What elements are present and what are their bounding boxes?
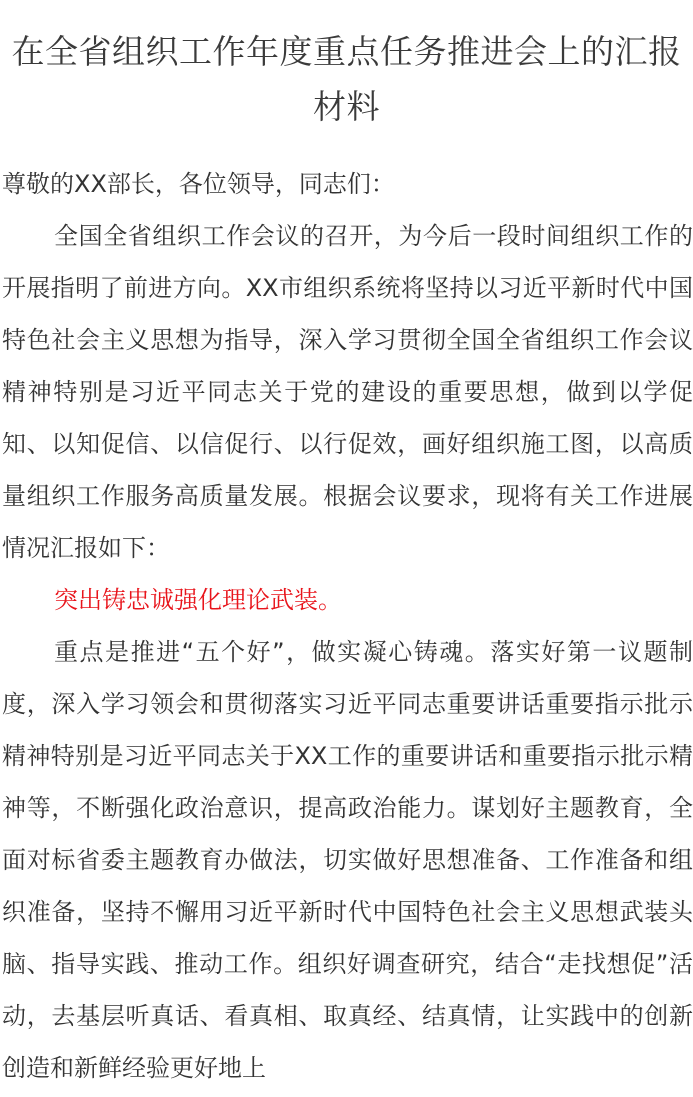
document-body xyxy=(0,158,693,1094)
intro-paragraph: 全国全省组织工作会议的召开，为今后一段时间组织工作的开展指明了前进方向。XX市组织系统将坚持以习近平新时代中国特色社会主义思想为指导，深入学习贯彻全国全省组织工作会议精神特别是习近平同志关于党的建设的重要思想，做到以学促知、以知促信、以信促行、以行促效，画好组织施工图，以高质量组织工作服务高质量发展。根据会议要求，现将有关工作进展情况汇报如下： xyxy=(2,222,693,562)
document-title: 在全省组织工作年度重点任务推进会上的汇报材料 xyxy=(11,32,682,126)
salutation: 尊敬的XX部长，各位领导，同志们： xyxy=(2,170,395,198)
section-heading: 突出铸忠诚强化理论武装。 xyxy=(54,586,342,614)
section-paragraph: 重点是推进“五个好”，做实凝心铸魂。落实好第一议题制度，深入学习领会和贯彻落实习近平同志重要讲话重要指示批示精神特别是习近平同志关于XX工作的重要讲话和重要指示批示精神等，不断强化政治意识，提高政治能力。谋划好主题教育，全面对标省委主题教育办做法，切实做好思想准备、工作准备和组织准备，坚持不懈用习近平新时代中国特色社会主义思想武装头脑、指导实践、推动工作。组织好调查研究，结合“走找想促”活动，去基层听真话、看真相、取真经、结真情，让实践中的创新创造和新鲜经验更好地上 xyxy=(2,638,693,1082)
